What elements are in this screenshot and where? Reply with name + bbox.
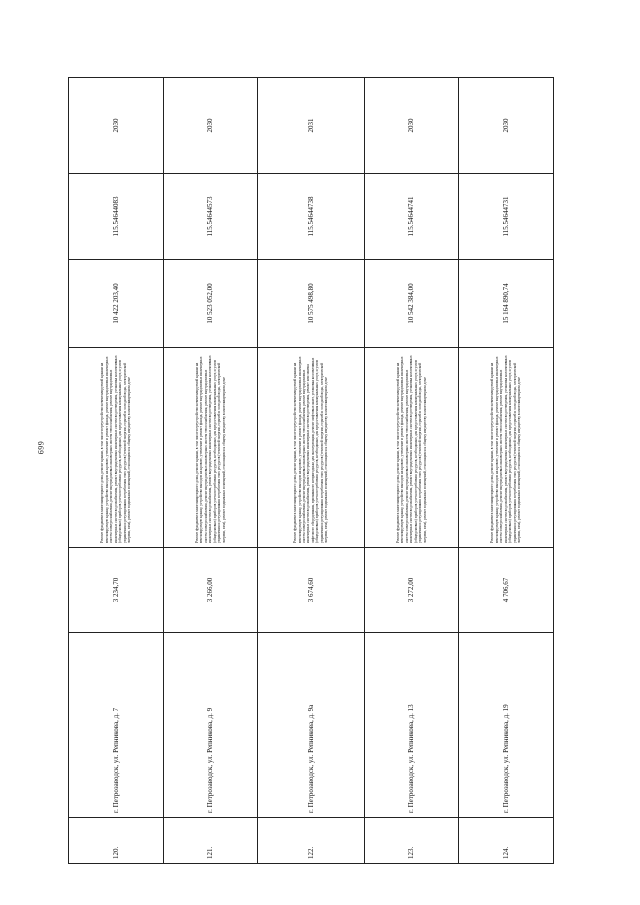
table-row [69, 78, 164, 864]
row-number: 122. [258, 818, 364, 864]
code-cell: 115.54644573 [163, 174, 258, 260]
area-cell: 3 272,00 [364, 548, 459, 633]
year-cell: 2030 [459, 78, 554, 174]
repair-schedule-table [68, 77, 554, 864]
row-number: 123. [364, 818, 459, 864]
row-number: 120. [69, 818, 164, 864]
page-number: 699 [36, 440, 46, 455]
row-number: 124. [459, 818, 554, 864]
year-cell: 2030 [69, 78, 164, 174]
works-cell: Ремонт фундамента многоквартирного дома, ремонт крыши, в том числе переустройство невентилируемой крыши на вентилируемую крышу, устройство выходов на кровлю, утепление и ремонт фасада, ремонт внутридомовых инженерных систем электроснабжения, ремонт внутридомовых инженерных систем теплоснабжения, ремонт внутридомовых инженерных систем водоснабжения, ремонт внутридомовых инженерных систем водоотведения, установка коллективных (общедомовых) приборов учета потребления ресурсов, необходимых для предоставления коммунальных услуг, и узлов управления и регулирования потребления этих ресурсов (тепловой энергии, горячей и холодной воды, электрической энергии, газа), ремонт подвальных помещений, относящихся к общему имуществу в многоквартирном доме [459, 348, 554, 548]
cost-cell: 10 523 052,00 [163, 260, 258, 348]
year-cell: 2030 [163, 78, 258, 174]
cost-cell: 10 542 384,00 [364, 260, 459, 348]
address-cell: г. Петрозаводск, ул. Репникова, д. 9 [163, 633, 258, 818]
area-cell: 3 266,00 [163, 548, 258, 633]
works-cell: Ремонт фундамента многоквартирного дома, ремонт крыши, в том числе переустройство невентилируемой крыши на вентилируемую крышу, устройство выходов на кровлю, утепление и ремонт фасада, ремонт внутридомовых инженерных систем электроснабжения, ремонт внутридомовых инженерных систем теплоснабжения, ремонт внутридомовых инженерных систем водоснабжения, ремонт внутридомовых инженерных систем водоотведения, установка коллективных (общедомовых) приборов учета потребления ресурсов, необходимых для предоставления коммунальных услуг, и узлов управления и регулирования потребления этих ресурсов (тепловой энергии, горячей и холодной воды, электрической энергии, газа), ремонт подвальных помещений, относящихся к общему имуществу в многоквартирном доме [69, 348, 164, 548]
year-cell: 2030 [364, 78, 459, 174]
address-cell: г. Петрозаводск, ул. Репникова, д. 13 [364, 633, 459, 818]
area-cell: 3 234,70 [69, 548, 164, 633]
area-cell: 3 674,60 [258, 548, 364, 633]
cost-cell: 10 575 498,80 [258, 260, 364, 348]
table-row [364, 78, 459, 864]
works-cell: Ремонт фундамента многоквартирного дома, ремонт крыши, в том числе переустройство невентилируемой крыши на вентилируемую крышу, устройство выходов на кровлю, утепление и ремонт фасада, ремонт внутридомовых инженерных систем электроснабжения, ремонт внутридомовых инженерных систем теплоснабжения, ремонт внутридомовых инженерных систем водоснабжения, ремонт внутридомовых инженерных систем водоотведения, установка коллективных (общедомовых) приборов учета потребления ресурсов, необходимых для предоставления коммунальных услуг, и узлов управления и регулирования потребления этих ресурсов (тепловой энергии, горячей и холодной воды, электрической энергии, газа), ремонт подвальных помещений, относящихся к общему имуществу в многоквартирном доме [364, 348, 459, 548]
area-cell: 4 706,67 [459, 548, 554, 633]
table-row [163, 78, 258, 864]
cost-cell: 15 164 890,74 [459, 260, 554, 348]
cost-cell: 10 422 203,40 [69, 260, 164, 348]
code-cell: 115.54644731 [459, 174, 554, 260]
code-cell: 115.54644741 [364, 174, 459, 260]
table-row [459, 78, 554, 864]
address-cell: г. Петрозаводск, ул. Репникова, д. 19 [459, 633, 554, 818]
code-cell: 115.54644738 [258, 174, 364, 260]
code-cell: 115.54644083 [69, 174, 164, 260]
year-cell: 2031 [258, 78, 364, 174]
works-cell: Ремонт фундамента многоквартирного дома, ремонт крыши, в том числе переустройство невентилируемой крыши на вентилируемую крышу, устройство выходов на кровлю, утепление и ремонт фасада, ремонт внутридомовых инженерных систем электроснабжения, ремонт внутридомовых инженерных систем теплоснабжения, ремонт внутридомовых инженерных систем водоснабжения, ремонт внутридомовых инженерных систем водоотведения, ремонт или замена лифтового оборудования, признанного непригодным для эксплуатации, ремонт лифтовых шахт, установка коллективных (общедомовых) приборов учета потребления ресурсов, необходимых для предоставления коммунальных услуг, и узлов управления и регулирования потребления этих ресурсов (тепловой энергии, горячей и холодной воды, электрической энергии, газа), ремонт подвальных помещений, относящихся к общему имуществу в многоквартирном доме [258, 348, 364, 548]
address-cell: г. Петрозаводск, ул. Репникова, д. 7 [69, 633, 164, 818]
row-number: 121. [163, 818, 258, 864]
table-row [258, 78, 364, 864]
works-cell: Ремонт фундамента многоквартирного дома, ремонт крыши, в том числе переустройство невентилируемой крыши на вентилируемую крышу, устройство выходов на кровлю, утепление и ремонт фасада, ремонт внутридомовых инженерных систем электроснабжения, ремонт внутридомовых инженерных систем теплоснабжения, ремонт внутридомовых инженерных систем водоснабжения, ремонт внутридомовых инженерных систем водоотведения, установка коллективных (общедомовых) приборов учета потребления ресурсов, необходимых для предоставления коммунальных услуг, и узлов управления и регулирования потребления этих ресурсов (тепловой энергии, горячей и холодной воды, электрической энергии, газа), ремонт подвальных помещений, относящихся к общему имуществу в многоквартирном доме [163, 348, 258, 548]
rotated-table-wrapper [68, 78, 554, 864]
address-cell: г. Петрозаводск, ул. Репникова, д. 9а [258, 633, 364, 818]
